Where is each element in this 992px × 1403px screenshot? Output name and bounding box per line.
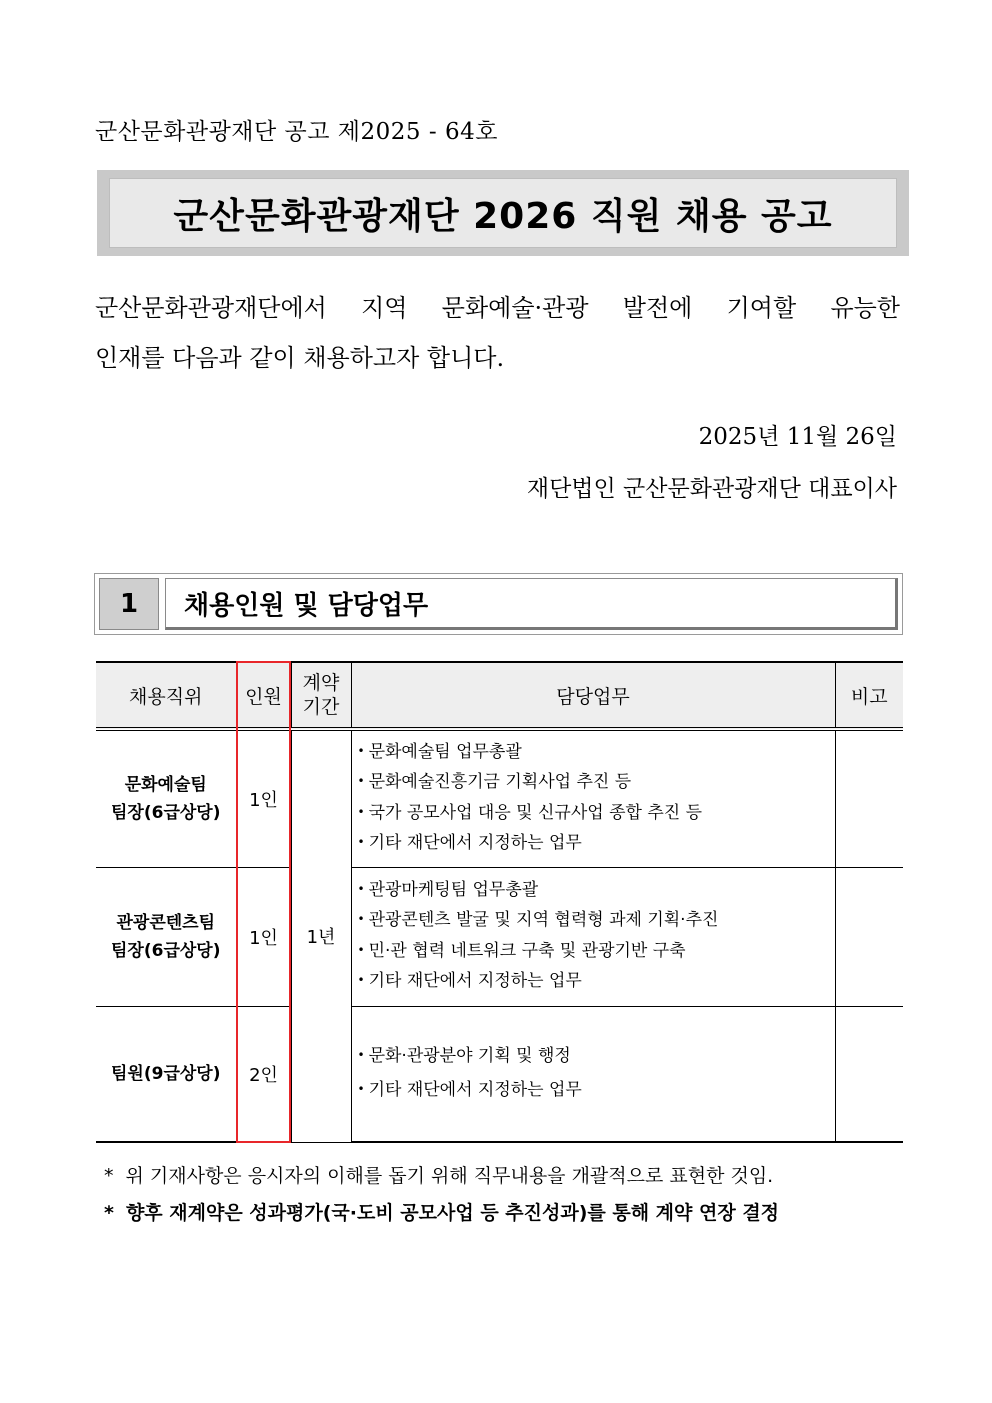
position-cell [96, 1006, 236, 1142]
footnotes [104, 1158, 779, 1232]
duty-item: • 기타 재단에서 지정하는 업무 [358, 1074, 835, 1108]
title-banner [97, 170, 909, 256]
duties-cell [351, 1006, 835, 1142]
table-row [96, 729, 903, 867]
duty-item: • 민·관 협력 네트워크 구축 및 관광기반 구축 [358, 937, 835, 968]
header-duties: 담당업무 [351, 662, 835, 729]
remarks-cell [835, 729, 903, 867]
duty-item: • 관광마케팅팀 업무총괄 [358, 876, 835, 907]
section-heading [94, 573, 903, 635]
duties-cell [351, 867, 835, 1006]
table-row [96, 867, 903, 1006]
notice-number: 군산문화관광재단 공고 제2025 - 64호 [95, 119, 498, 145]
header-position: 채용직위 [96, 662, 236, 729]
header-term-line1: 계약 [302, 672, 340, 694]
count-cell: 1인 [236, 729, 291, 867]
duty-item: • 기타 재단에서 지정하는 업무 [358, 967, 835, 998]
header-term [291, 662, 351, 729]
duties-cell [351, 729, 835, 867]
note-1 [104, 1158, 779, 1195]
title-inner [109, 178, 897, 248]
header-term-line2: 기간 [302, 696, 340, 718]
note-2 [104, 1195, 779, 1232]
section-number: 1 [99, 578, 159, 630]
header-remarks: 비고 [835, 662, 903, 729]
note-marker: * [104, 1202, 114, 1224]
position-name: 문화예술팀 [124, 774, 207, 795]
recruitment-table [96, 661, 903, 1143]
section-label: 채용인원 및 담당업무 [165, 578, 898, 630]
duty-item: • 국가 공모사업 대응 및 신규사업 종합 추진 등 [358, 799, 835, 830]
duty-item: • 관광콘텐츠 발굴 및 지역 협력형 과제 기획·추진 [358, 906, 835, 937]
note-1-text: 위 기재사항은 응시자의 이해를 돕기 위해 직무내용을 개괄적으로 표현한 것임. [125, 1165, 774, 1187]
remarks-cell [835, 1006, 903, 1142]
position-name: 관광콘텐츠팀 [116, 912, 216, 933]
note-marker: * [104, 1165, 114, 1187]
position-cell [96, 729, 236, 867]
announcement-date: 2025년 11월 26일 [698, 424, 897, 450]
remarks-cell [835, 867, 903, 1006]
duty-item: • 기타 재단에서 지정하는 업무 [358, 829, 835, 860]
duty-item: • 문화·관광분야 기획 및 행정 [358, 1040, 835, 1074]
term-cell: 1년 [291, 729, 351, 1142]
duty-item: • 문화예술팀 업무총괄 [358, 738, 835, 769]
position-name: 팀원(9급상당) [111, 1063, 221, 1084]
table-header-row [96, 662, 903, 729]
page-title: 군산문화관광재단 2026 직원 채용 공고 [173, 195, 833, 237]
position-grade: 팀장(6급상당) [111, 802, 221, 823]
count-cell: 1인 [236, 867, 291, 1006]
intro-line-2: 인재를 다음과 같이 채용하고자 합니다. [95, 344, 505, 372]
table-row [96, 1006, 903, 1142]
note-2-text: 향후 재계약은 성과평가(국·도비 공모사업 등 추진성과)를 통해 계약 연장 결정 [125, 1202, 780, 1224]
position-cell [96, 867, 236, 1006]
issuer: 재단법인 군산문화관광재단 대표이사 [526, 476, 897, 502]
header-count: 인원 [236, 662, 291, 729]
count-cell: 2인 [236, 1006, 291, 1142]
intro-paragraph [95, 283, 900, 383]
intro-line-1: 군산문화관광재단에서 지역 문화예술·관광 발전에 기여할 유능한 [95, 294, 900, 322]
duty-item: • 문화예술진흥기금 기획사업 추진 등 [358, 768, 835, 799]
position-grade: 팀장(6급상당) [111, 940, 221, 961]
